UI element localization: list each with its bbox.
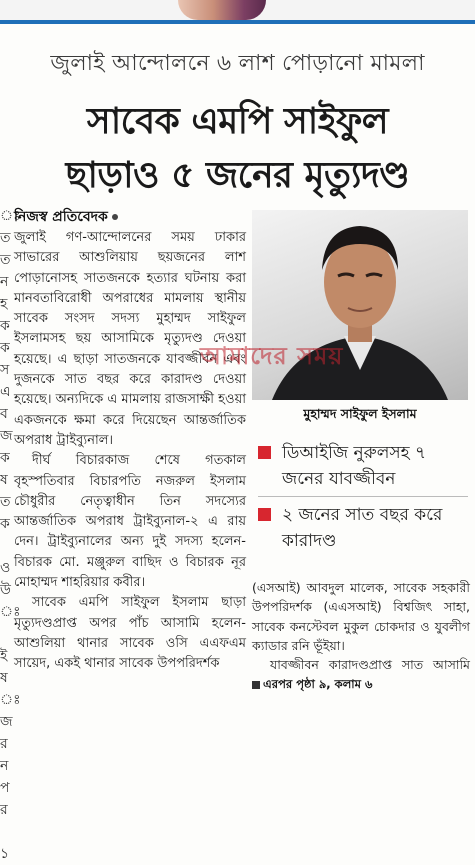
masthead-strip xyxy=(0,0,475,24)
margin-fragment-char: র xyxy=(0,802,8,818)
margin-fragment-char: জ xyxy=(0,428,13,444)
pull-quote-1 xyxy=(258,440,468,492)
kicker-headline: জুলাই আন্দোলনে ৬ লাশ পোড়ানো মামলা xyxy=(50,51,425,76)
margin-fragment-char: ঃ xyxy=(0,208,21,224)
margin-fragment-char: ক xyxy=(0,318,10,334)
margin-fragment-char: ব xyxy=(0,406,8,422)
margin-fragment-char: ও xyxy=(0,560,11,576)
margin-fragment-char: ১ xyxy=(0,846,10,862)
margin-fragment-char: ঃ xyxy=(0,604,21,620)
red-square-bullet-icon xyxy=(258,446,271,459)
body-paragraph-1: জুলাই গণ-আন্দোলনের সময় ঢাকার সাভারের আশুলিয়ায় ছয়জনের লাশ পোড়ানোসহ সাতজনকে হত্যার ঘটনায় করা মানবতাবিরোধী অপরাধের মামলায় স্থানীয় সাবেক সংসদ সদস্য মুহাম্মদ সাইফুল ইসলামসহ ছয় আসামিকে মৃত্যুদণ্ড দেওয়া হয়েছে। এ ছাড়া সাতজনকে যাবজ্জীবন এবং দুজনকে সাত বছর করে কারাদণ্ড দেওয়া হয়েছে। অন্যদিকে এ মামলায় রাজসাক্ষী হওয়া একজনকে ক্ষমা করে দিয়েছেন আন্তর্জাতিক অপরাধ ট্রাইব্যুনাল। xyxy=(14,230,246,448)
pull-quote-1-text: ডিআইজি নুরুলসহ ৭ জনের যাবজ্জীবন xyxy=(282,443,427,489)
adjacent-column-fragment xyxy=(0,205,21,865)
body-paragraph-2: দীর্ঘ বিচারকাজ শেষে গতকাল বৃহস্পতিবার বিচারপতি নজরুল ইসলাম চৌধুরীর নেতৃত্বাধীন তিন সদস্যের আন্তর্জাতিক অপরাধ ট্রাইব্যুনাল-২ এ রায় দেন। ট্রাইব্যুনালের অন্য দুই সদস্য হলেন- বিচারক মো. মঞ্জুরুল বাছিদ ও বিচারক নূর মোহাম্মদ শাহরিয়ার কবীর। xyxy=(14,453,246,591)
margin-fragment-char: হ xyxy=(0,296,8,312)
margin-fragment-char: ক xyxy=(0,340,10,356)
margin-fragment-char: ক xyxy=(0,450,10,466)
photo-caption: মুহাম্মদ সাইফুল ইসলাম xyxy=(303,406,417,421)
main-headline-line2: ছাড়াও ৫ জনের মৃত্যুদণ্ড xyxy=(65,155,410,196)
margin-fragment-char: ই xyxy=(0,648,8,664)
margin-fragment-char: ত xyxy=(0,230,11,246)
margin-fragment-char xyxy=(0,623,12,645)
margin-fragment-char: ষ xyxy=(0,472,8,488)
margin-fragment-char: উ xyxy=(0,582,11,598)
article-column-right xyxy=(252,578,470,695)
margin-fragment-char: ত xyxy=(0,494,11,510)
main-headline-line1: সাবেক এমপি সাইফুল xyxy=(86,101,389,142)
margin-fragment-char xyxy=(0,535,12,557)
body-paragraph-right-2-text: যাবজ্জীবন কারাদণ্ডপ্রাপ্ত সাত আসামি xyxy=(270,657,470,673)
margin-fragment-char: র xyxy=(0,736,8,752)
masthead-rule xyxy=(0,20,475,24)
pull-quote-divider xyxy=(258,496,468,497)
byline xyxy=(14,208,246,226)
continued-note-text: এরপর পৃষ্ঠা ৯, কলাম ৬ xyxy=(263,677,373,692)
black-square-icon xyxy=(252,681,260,689)
margin-fragment-char: ত xyxy=(0,252,11,268)
body-paragraph-right-2 xyxy=(252,655,470,695)
margin-fragment-char xyxy=(0,821,12,843)
article-column-left xyxy=(14,208,246,675)
body-paragraph-3: সাবেক এমপি সাইফুল ইসলাম ছাড়া মৃত্যুদণ্ডপ্রাপ্ত অপর পাঁচ আসামি হলেন- আশুলিয়া থানার সাবেক ওসি এএফএম সায়েদ, একই থানার সাবেক উপপরিদর্শক xyxy=(14,595,246,672)
continued-note xyxy=(252,677,373,691)
margin-fragment-char: স xyxy=(0,362,10,378)
margin-fragment-char: ষ xyxy=(0,670,8,686)
margin-fragment-char: ন xyxy=(0,758,9,774)
red-square-bullet-icon xyxy=(258,508,271,521)
pull-quote-2 xyxy=(258,502,468,554)
newspaper-watermark: আমাদের সময় xyxy=(200,342,344,370)
margin-fragment-char: প xyxy=(0,780,10,796)
margin-fragment-char: ঃ xyxy=(0,692,21,708)
masthead-photo-fragment xyxy=(178,0,266,20)
byline-dot-icon xyxy=(112,214,118,220)
margin-fragment-char: এ xyxy=(0,384,11,400)
margin-fragment-char: জ xyxy=(0,714,13,730)
margin-fragment-char: ক xyxy=(0,516,10,532)
body-paragraph-right-1: (এসআই) আবদুল মালেক, সাবেক সহকারী উপপরিদর্শক (এএসআই) বিশ্বজিৎ সাহা, সাবেক কনস্টেবল মুকুল চোকদার ও যুবলীগ ক্যাডার রনি ভূঁইয়া। xyxy=(252,580,470,653)
margin-fragment-char: ন xyxy=(0,274,9,290)
pull-quote-2-text: ২ জনের সাত বছর করে কারাদণ্ড xyxy=(282,505,443,551)
byline-text: নিজস্ব প্রতিবেদক xyxy=(14,209,108,225)
